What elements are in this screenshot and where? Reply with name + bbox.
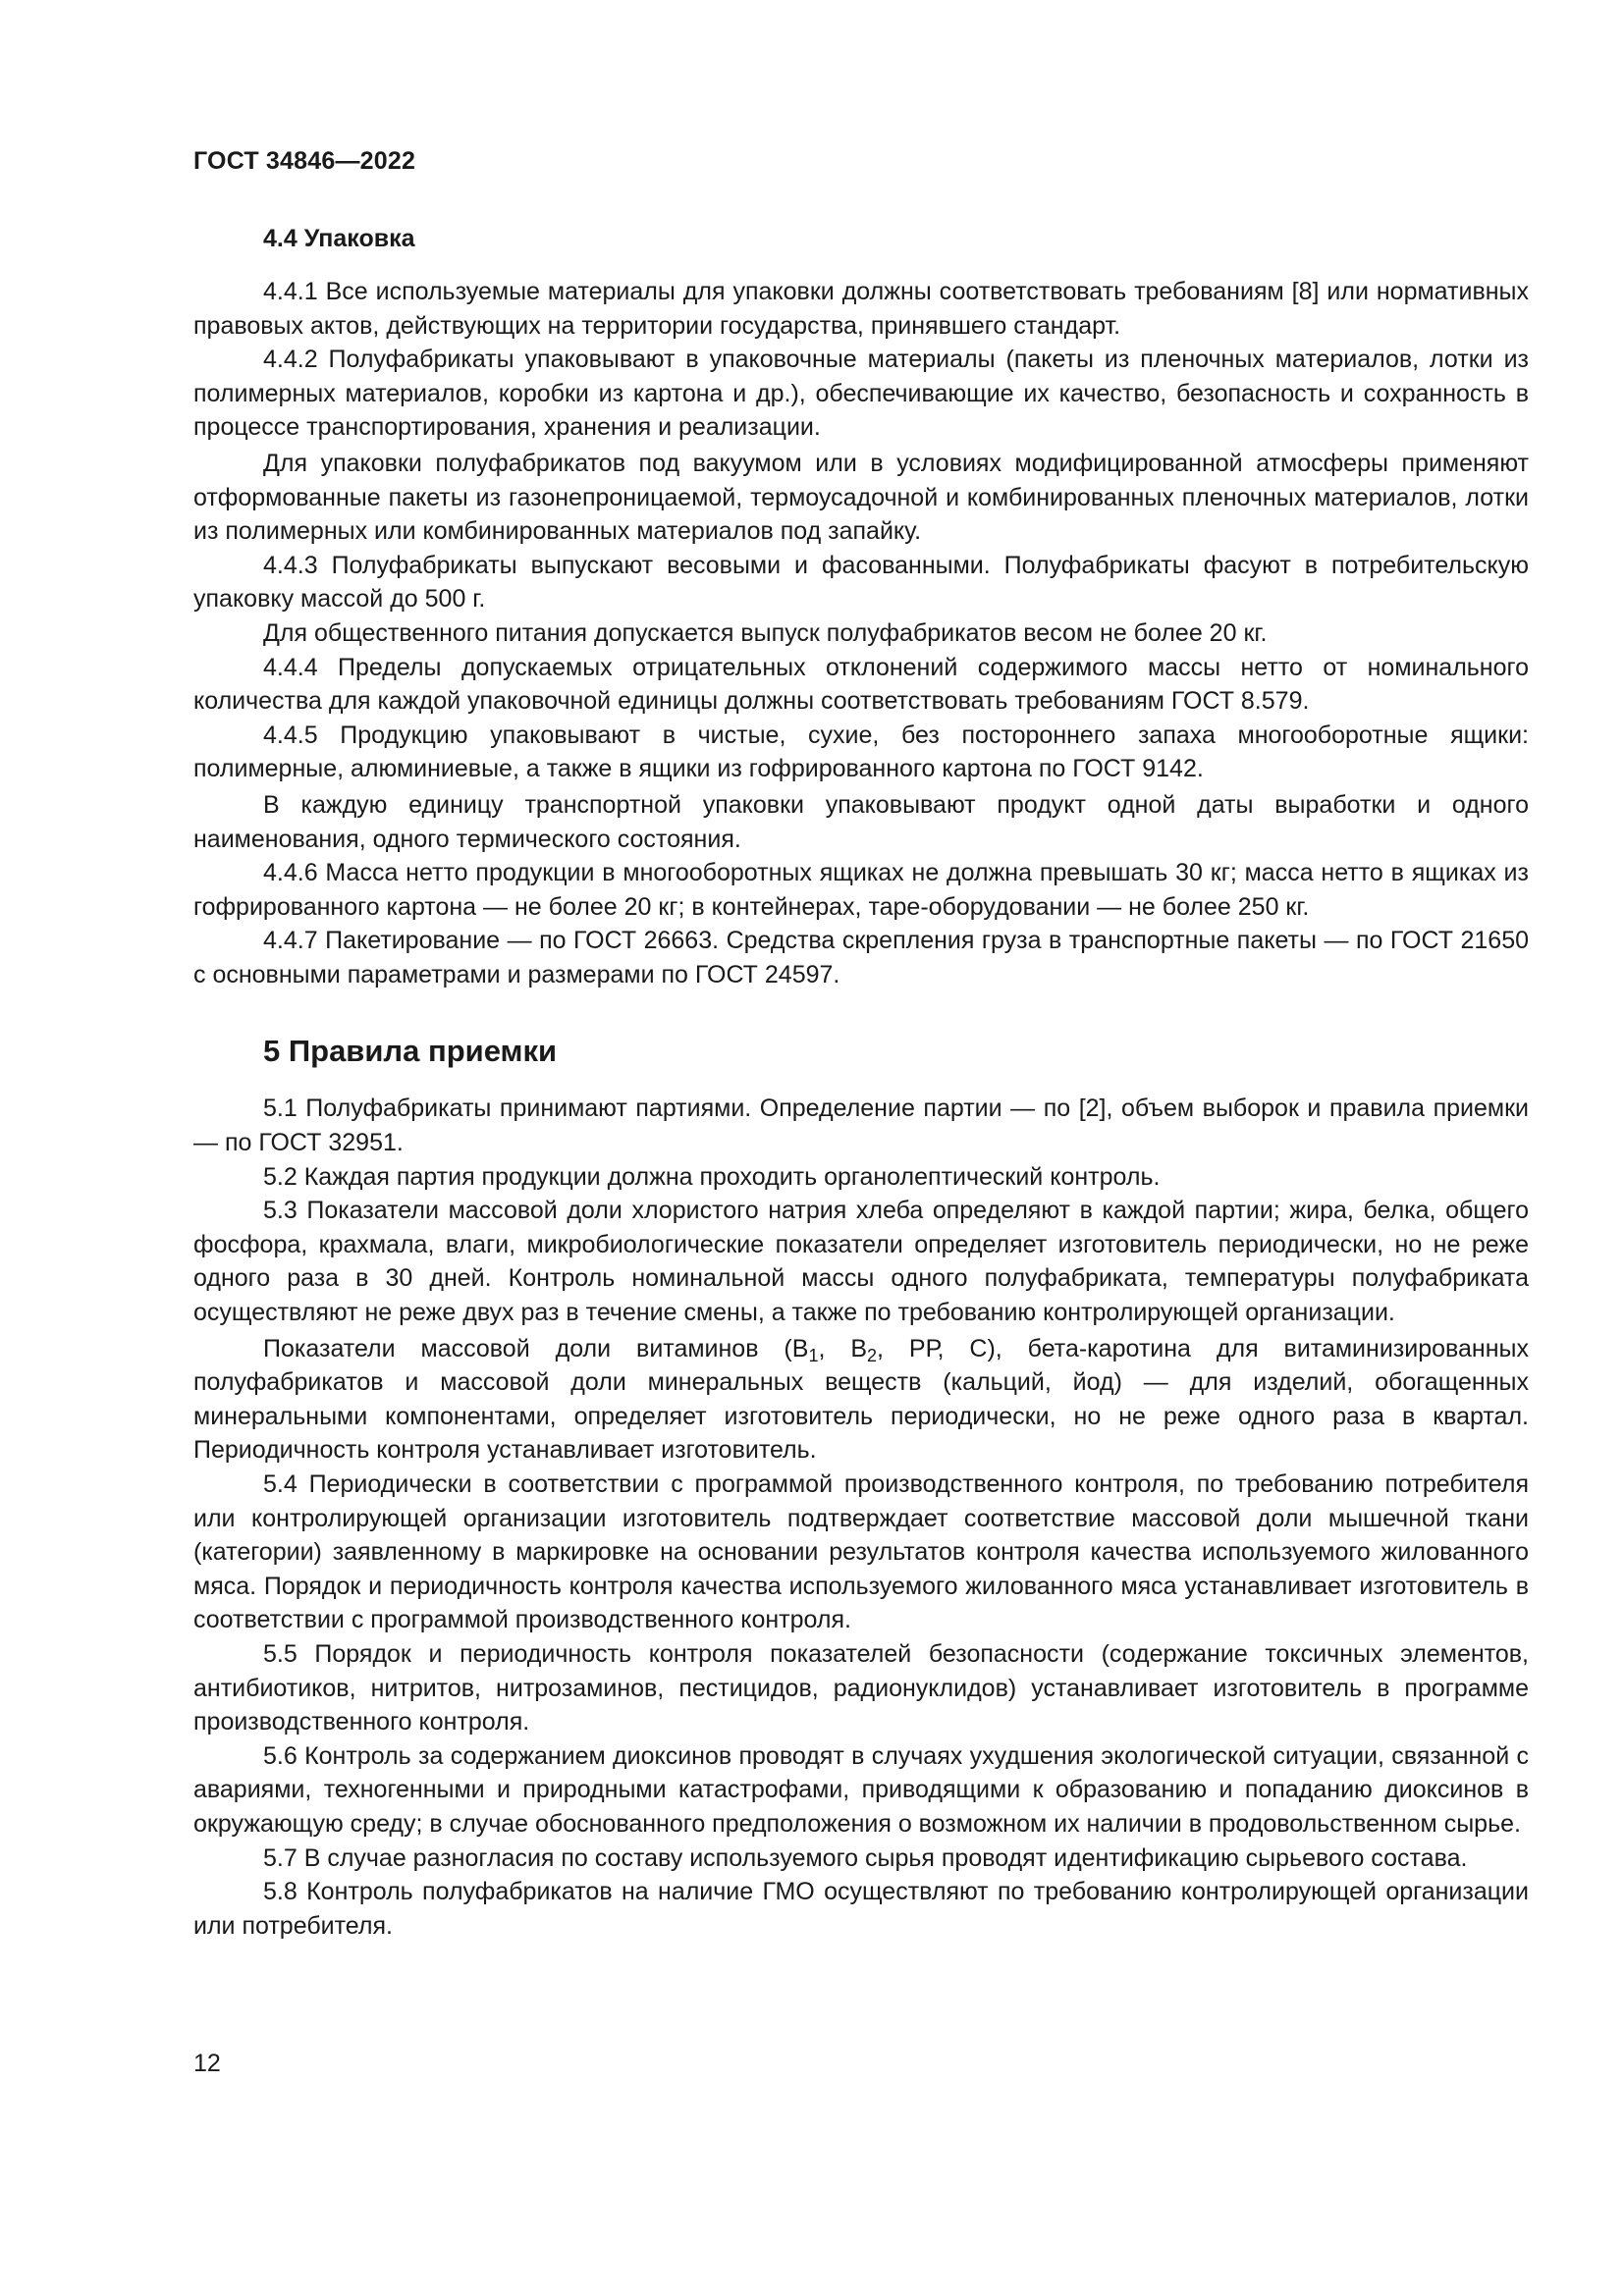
paragraph-5-7: 5.7 В случае разногласия по составу используемого сырья проводят идентификацию сырьевого состава.: [263, 1843, 1468, 1872]
paragraph-transport-packaging: В каждую единицу транспортной упаковки упаковывают продукт одной даты выработки и одного наименования, одного термического состояния.: [193, 790, 1529, 853]
paragraph-vacuum-packaging: Для упаковки полуфабрикатов под вакуумом или в условиях модифицированной атмосферы применяют отформованные пакеты из газонепроницаемой, термоусадочной и комбинированных пленочных материалов, лотки из полимерных или комбинированных материалов под запайку.: [193, 449, 1529, 546]
paragraph-5-4: 5.4 Периодически в соответствии с программой производственного контроля, по требованию потребителя или контролирующей организации изготовитель подтверждает соответствие массовой доли мышечной ткани (категории) заявленному в маркировке на основании результатов контроля качества используемого жилованного мяса. Порядок и периодичность контроля качества используемого жилованного мяса устанавливает изготовитель в соответствии с программой производственного контроля.: [193, 1470, 1529, 1634]
vitamins-text-part-3: , РР, С), бета-каротина для витаминизированных полуфабрикатов и массовой доли минеральных веществ (кальций, йод) — для изделий, обогащенных минеральными компонентами, определяет изготовитель периодически, но не реже одного раза в квартал. Периодичность контроля устанавливает изготовитель.: [193, 1334, 1529, 1465]
paragraph-5-8: 5.8 Контроль полуфабрикатов на наличие ГМО осуществляют по требованию контролирующей организации или потребителя.: [193, 1878, 1529, 1940]
vitamins-text-part-1: Показатели массовой доли витаминов (В: [263, 1334, 809, 1362]
vitamin-b2-subscript: 2: [867, 1345, 878, 1365]
paragraph-4-4-4: 4.4.4 Пределы допускаемых отрицательных отклонений содержимого массы нетто от номинального количества для каждой упаковочной единицы должны соответствовать требованиям ГОСТ 8.579.: [193, 653, 1529, 716]
paragraph-public-catering: Для общественного питания допускается выпуск полуфабрикатов весом не более 20 кг.: [263, 618, 1268, 647]
paragraph-5-5: 5.5 Порядок и периодичность контроля показателей безопасности (содержание токсичных элементов, антибиотиков, нитритов, нитрозаминов, пестицидов, радионуклидов) устанавливает изготовитель в программе производственного контроля.: [193, 1639, 1529, 1736]
paragraph-5-3: 5.3 Показатели массовой доли хлористого натрия хлеба определяют в каждой партии; жира, белка, общего фосфора, крахмала, влаги, микробиологические показатели определяет изготовитель периодически, но не реже одного раза в 30 дней. Контроль номинальной массы одного полуфабриката, температуры полуфабриката осуществляют не реже двух раз в течение смены, а также по требованию контролирующей организации.: [193, 1197, 1529, 1327]
page-number: 12: [193, 2050, 221, 2077]
paragraph-4-4-7: 4.4.7 Пакетирование — по ГОСТ 26663. Средства скрепления груза в транспортные пакеты — по ГОСТ 21650 с основными параметрами и размерами по ГОСТ 24597.: [193, 927, 1529, 988]
paragraph-4-4-2: 4.4.2 Полуфабрикаты упаковывают в упаковочные материалы (пакеты из пленочных материалов, лотки из полимерных материалов, коробки из картона и др.), обеспечивающие их качество, безопасность и сохранность в процессе транспортирования, хранения и реализации.: [193, 346, 1529, 442]
paragraph-4-4-3: 4.4.3 Полуфабрикаты выпускают весовыми и фасованными. Полуфабрикаты фасуют в потребительскую упаковку массой до 500 г.: [193, 551, 1529, 614]
paragraph-4-4-6: 4.4.6 Масса нетто продукции в многооборотных ящиках не должна превышать 30 кг; масса нетто в ящиках из гофрированного картона — не более 20 кг; в контейнерах, таре-оборудовании — не более 250 кг.: [193, 859, 1529, 921]
paragraph-4-4-5: 4.4.5 Продукцию упаковывают в чистые, сухие, без постороннего запаха многооборотные ящики: полимерные, алюминиевые, а также в ящики из гофрированного картона по ГОСТ 9142.: [193, 721, 1529, 783]
paragraph-5-2: 5.2 Каждая партия продукции должна проходить органолептический контроль.: [263, 1162, 1161, 1191]
paragraph-vitamins: [193, 1332, 1529, 1468]
section-title-5: 5 Правила приемки: [263, 1034, 558, 1069]
paragraph-5-1: 5.1 Полуфабрикаты принимают партиями. Определение партии — по [2], объем выборок и правила приемки — по ГОСТ 32951.: [193, 1095, 1529, 1157]
paragraph-5-6: 5.6 Контроль за содержанием диоксинов проводят в случаях ухудшения экологической ситуации, связанной с авариями, техногенными и природными катастрофами, приводящими к образованию и попаданию диоксинов в окружающую среду; в случае обоснованного предположения о возможном их наличии в продовольственном сырье.: [193, 1741, 1529, 1838]
vitamins-text-part-2: , В: [818, 1334, 868, 1362]
document-page: [193, 147, 1529, 1943]
paragraph-4-4-1: 4.4.1 Все используемые материалы для упаковки должны соответствовать требованиям [8] или нормативных правовых актов, действующих на территории государства, принявшего стандарт.: [193, 278, 1529, 340]
document-header-id: ГОСТ 34846—2022: [193, 147, 416, 175]
vitamin-b1-subscript: 1: [808, 1345, 819, 1365]
subsection-title-4-4: 4.4 Упаковка: [263, 225, 415, 252]
